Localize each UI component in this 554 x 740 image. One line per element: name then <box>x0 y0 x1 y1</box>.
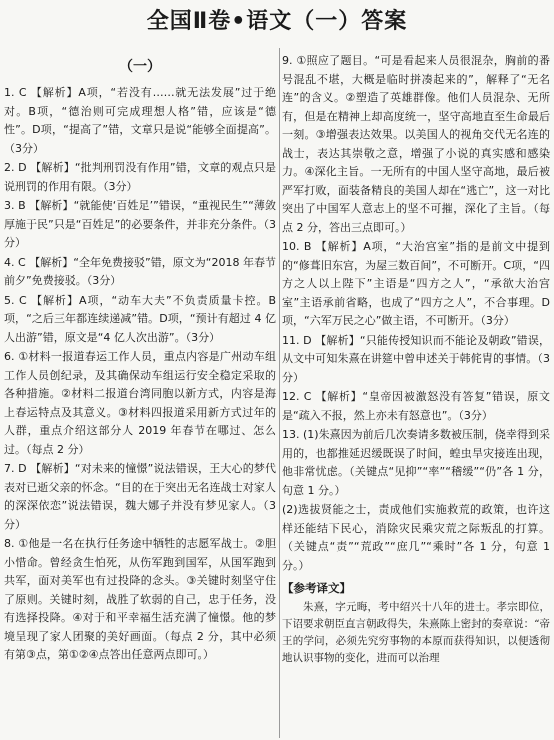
answer-item-6: 6. ①材料一报道春运工作人员，重点内容是广州动车组工作人员创纪录，及其确保动车组运行安全稳定采取的各种措施。②材料二报道台湾同胞以新方式，内容是海上春运特点及其意义。③材料四报道采用新方式过年的人群，重点介绍这部分人 2019 年春节在哪过、怎么过。（每点 2 分） <box>4 350 276 456</box>
left-column <box>4 52 276 666</box>
answer-item-1: 1. C 【解析】A项，“若没有……就无法发展”过于绝对。B项，“德治则可完成理想人格”错，应该是“德性”。D项，“提高了”错，文章只是说“能够全面提高”。（3分） <box>4 86 276 155</box>
right-column <box>282 52 550 667</box>
answer-item-10: 10. B 【解析】A项，“大治宫室”指的是前文中提到的“修葺旧东宫，为屋三数百间”，不可断开。C项，“四方之人以上陛下”主语是“四方之人”，“承欲大治宫室”主语承前省略，也成了“四方之人”，不合事理。D项，“六军万民之心”做主语，不可断开。（3分） <box>282 240 550 327</box>
answer-item-13-part-1: 13. (1)朱熹因为前后几次奏请多数被压制，侥幸得到采用的，也都推延迟缓既误了时间，蝗虫旱灾接连出现，他非常忧虑。（关键点“见抑”“率”“稽缓”“仍”各 1 分，句意 1 分。） <box>282 428 550 497</box>
answer-item-5: 5. C 【解析】A项，“动车大夫”不负责质量卡控。B项，“之后三年都连续递减”错。D项，“预计有超过 4 亿人出游”错，原文是“4 亿人次出游”。（3分） <box>4 293 276 344</box>
answer-item-9: 9. ①照应了题目。“可是看起来人员很混杂，胸前的番号混乱不堪，大概是临时拼凑起来的”，解释了“无名连”的含义。②塑造了英雄群像。他们人员混杂、无所有，但是在精神上却高度统一，坚守高地直至生命最后一刻。③增强表达效果。以美国人的视角交代无名连的战士，表达其崇敬之意，增强了小说的真实感和感染力。④深化主旨。一无所有的中国人坚守高地，最后被严军打败，面装备精良的美国人却在“逃亡”，这一对比突出了中国军人意志上的坚不可摧，深化了主旨。（每点 2 分，答出三点即可。） <box>282 54 550 234</box>
answer-item-2: 2. D 【解析】“批判刑罚没有作用”错，文章的观点只是说刑罚的作用有限。（3分） <box>4 161 276 193</box>
answer-item-7: 7. D 【解析】“对未来的憧憬”说法错误，王大心的梦代表对已逝父亲的怀念。“目的在于突出无名连战士对家人的深深依恋”说法错误，魏大娜子并没有梦见家人。（3分） <box>4 462 276 531</box>
column-divider <box>279 48 280 738</box>
page-title: 全国Ⅱ卷•语文（一）答案 <box>146 9 408 34</box>
reference-translation-heading: 【参考译文】 <box>282 581 351 595</box>
answer-item-4: 4. C 【解析】“全年免费接驳”错，原文为“2018 年春节前夕”免费接驳。（3分） <box>4 255 276 287</box>
answer-item-13-part-2: (2)选拔贤能之士，责成他们实施救荒的政策，也许这样还能结下民心，消除灾民乘灾荒之际叛乱的打算。（关键点“责”“荒政”“庶几”“乘时”各 1 分，句意 1 分。） <box>282 503 550 572</box>
answer-item-12: 12. C 【解析】“皇帝因被激怒没有答复”错误，原文是“疏入不报，然上亦未有怒意也”。（3分） <box>282 390 550 422</box>
reference-translation-text: 朱熹，字元晦，考中绍兴十八年的进士。孝宗即位，下诏要求朝臣直言朝政得失，朱熹陈上密封的奏章说：“帝王的学问，必须先究穷事物的本原而获得知识，以便透彻地认识事物的变化，进而可以治理 <box>282 601 550 664</box>
section-heading: （一） <box>119 59 161 75</box>
answer-item-11: 11. D 【解析】“只能传授知识而不能论及朝政”错误，从文中可知朱熹在讲筵中曾申述关于韩侂胄的事情。（3分） <box>282 333 550 384</box>
answer-item-3: 3. B 【解析】“就能使‘百姓足’”错误，“重视民生”“薄敛厚施于民”只是“百姓足”的必要条件，并非充分条件。（3分） <box>4 199 276 249</box>
answer-item-8: 8. ①他是一名在执行任务途中牺牲的志愿军战士。②胆小惜命。曾经贪生怕死，从伤军跑到国军，从国军跑到共军，面对美军也有过投降的念头。③关键时刻坚守住了原则。关键时刻，战胜了软弱的自己，忠于任务，没有选择投降。④对于和平幸福生活充满了憧憬。他的梦境呈现了家人团聚的美好画面。（每点 2 分，其中必须有第③点，第①②④点答出任意两点即可。） <box>4 537 276 661</box>
